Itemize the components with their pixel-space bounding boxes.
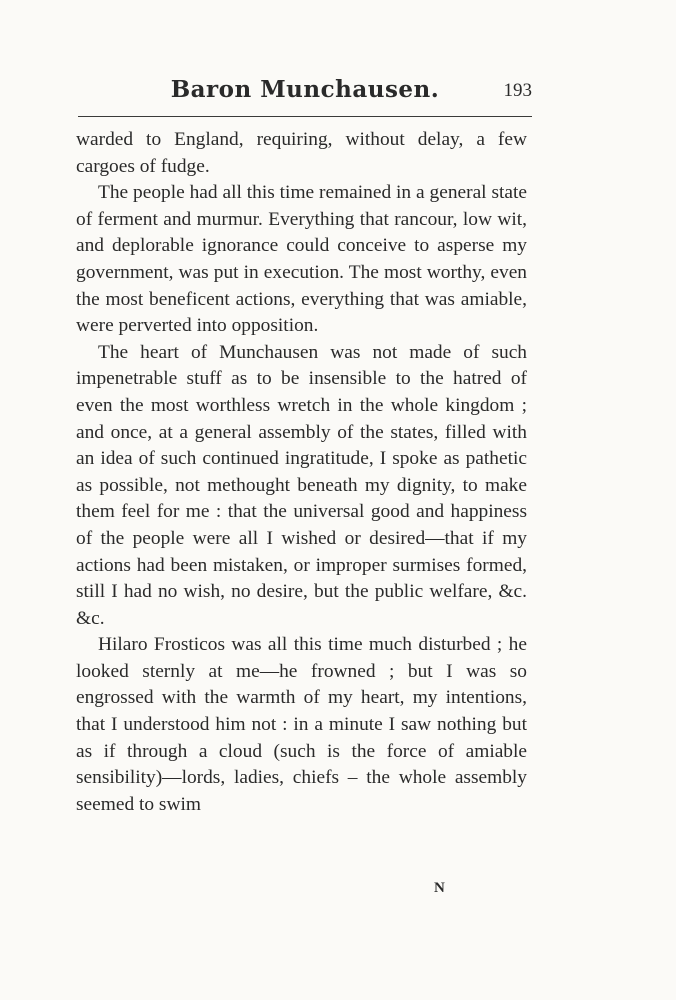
paragraph: The people had all this time remained in a general state of ferment and murmur. Everything that rancour, low wit, and deplorable ignorance could conceive to asperse my government, was put in execution. The most worthy, even the most beneficent actions, everything that was amiable, were perverted into opposition. <box>76 182 527 337</box>
paragraph-continued: warded to England, requiring, without delay, a few cargoes of fudge. <box>76 129 527 177</box>
paragraph: Hilaro Frosticos was all this time much disturbed ; he looked sternly at me—he frowned ; but I was so engrossed with the warmth of my heart, my intentions, that I understood him not : in a minute I saw nothing but as if through a cloud (such is the force of amiable sensibility)—lords, ladies, chiefs – the whole assembly seemed to swim <box>76 634 527 815</box>
body-text <box>76 127 527 818</box>
page-header <box>78 76 532 112</box>
paragraph: The heart of Munchausen was not made of such impenetrable stuff as to be insensible to the hatred of even the most worthless wretch in the whole kingdom ; and once, at a general assembly of the states, filled with an idea of such continued ingratitude, I spoke as pathetic as possible, not methought beneath my dignity, to make them feel for me : that the universal good and happiness of the people were all I wished or desired—that if my actions had been mistaken, or improper surmises formed, still I had no wish, no desire, but the public welfare, &c. &c. <box>76 341 527 629</box>
running-title: Baron Munchausen. <box>170 76 440 103</box>
signature-mark: N <box>434 880 445 896</box>
header-rule <box>78 116 532 117</box>
page-number: 193 <box>503 80 532 101</box>
